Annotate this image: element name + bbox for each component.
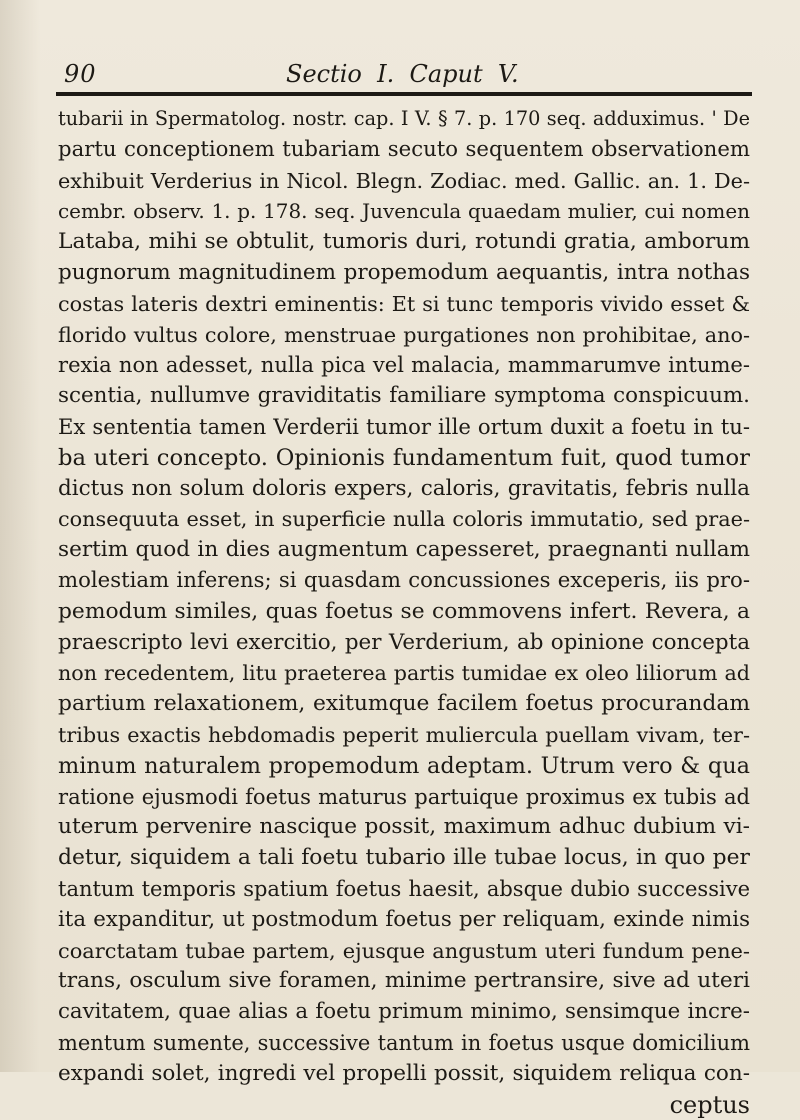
text-line: florido vultus colore, menstruae purgationes non prohibitae, ano- [58,320,750,351]
text-line: tribus exactis hebdomadis peperit muliercula puellam vivam, ter- [58,720,750,751]
text-line: ita expanditur, ut postmodum foetus per reliquam, exinde nimis [58,905,750,936]
text-line: expandi solet, ingredi vel propelli possit, siquidem reliqua con- [58,1059,750,1090]
text-line: dictus non solum doloris expers, caloris, gravitatis, febris nulla [58,474,750,505]
text-line: non recedentem, litu praeterea partis tumidae ex oleo liliorum ad [58,658,750,689]
text-line: tubarii in Spermatolog. nostr. cap. I V. § 7. p. 170 seq. adduximus. ' De [58,104,750,135]
text-line: exhibuit Verderius in Nicol. Blegn. Zodiac. med. Gallic. an. 1. De- [58,166,750,197]
text-line: trans, osculum sive foramen, minime pertransire, sive ad uteri [58,966,750,997]
body-text [58,104,750,1120]
text-line: consequuta esset, in superficie nulla coloris immutatio, sed prae- [58,504,750,535]
text-line: sertim quod in dies augmentum capesseret, praegnanti nullam [58,535,750,566]
text-line: coarctatam tubae partem, ejusque angustum uteri fundum pene- [58,936,750,967]
text-line: rexia non adesset, nulla pica vel malacia, mammarumve intume- [58,350,750,381]
text-line: scentia, nullumve graviditatis familiare symptoma conspicuum. [58,381,750,412]
text-line: tantum temporis spatium foetus haesit, absque dubio successive [58,874,750,905]
text-line: cavitatem, quae alias a foetu primum minimo, sensimque incre- [58,997,750,1028]
text-line: minum naturalem propemodum adeptam. Utrum vero & qua [58,751,750,782]
header-rule [56,92,752,96]
text-line: Ex sententia tamen Verderii tumor ille ortum duxit a foetu in tu- [58,412,750,443]
page-edge-shadow [0,0,40,1072]
text-line: pugnorum magnitudinem propemodum aequantis, intra nothas [58,258,750,289]
text-line: ratione ejusmodi foetus maturus partuique proximus ex tubis ad [58,782,750,813]
text-line: cembr. observ. 1. p. 178. seq. Juvencula quaedam mulier, cui nomen [58,196,750,227]
text-line: pemodum similes, quas foetus se commovens infert. Revera, a [58,597,750,628]
running-title: Sectio I. Caput V. [286,60,519,88]
text-line: detur, siquidem a tali foetu tubario ille tubae locus, in quo per [58,843,750,874]
text-line: mentum sumente, successive tantum in foetus usque domicilium [58,1028,750,1059]
text-line: praescripto levi exercitio, per Verderium, ab opinione concepta [58,628,750,659]
text-line: molestiam inferens; si quasdam concussiones exceperis, iis pro- [58,566,750,597]
text-line: partu conceptionem tubariam secuto sequentem observationem [58,135,750,166]
page-header [60,54,750,94]
text-line: Lataba, mihi se obtulit, tumoris duri, rotundi gratia, amborum [58,227,750,258]
text-line: costas lateris dextri eminentis: Et si tunc temporis vivido esset & [58,289,750,320]
catchword: ceptus [58,1090,750,1120]
page-number: 90 [64,60,97,88]
text-line: partium relaxationem, exitumque facilem foetus procurandam [58,689,750,720]
text-line: uterum pervenire nascique possit, maximum adhuc dubium vi- [58,812,750,843]
text-line: ba uteri concepto. Opinionis fundamentum fuit, quod tumor [58,443,750,474]
